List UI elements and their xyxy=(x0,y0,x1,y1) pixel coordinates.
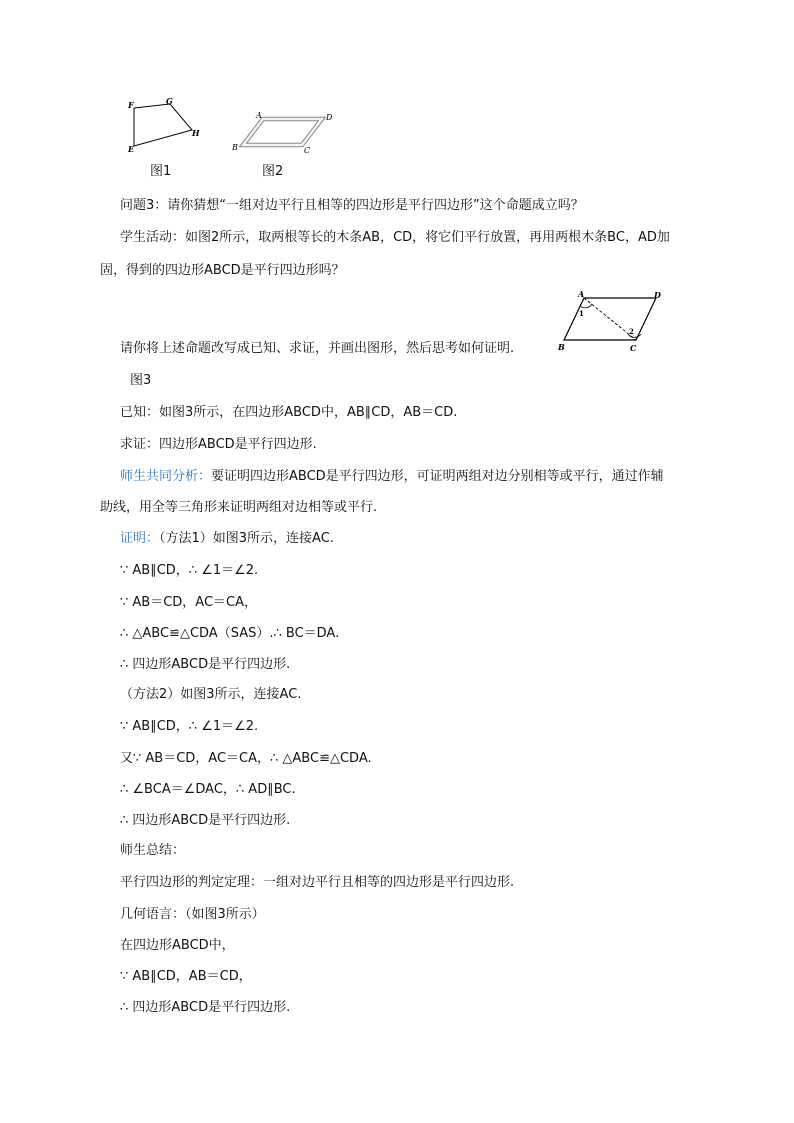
method-1-step-4: ∴ 四边形ABCD是平行四边形. xyxy=(120,657,291,672)
method-2-step-3: ∴ ∠BCA＝∠DAC，∴ AD∥BC. xyxy=(120,782,296,797)
analysis-label: 师生共同分析： xyxy=(120,469,212,484)
geo-step-3: ∴ 四边形ABCD是平行四边形. xyxy=(120,1000,291,1015)
fig2-label-B: B xyxy=(232,143,238,152)
method-1-step-3: ∴ △ABC≌△CDA（SAS）.∴ BC＝DA. xyxy=(120,626,340,641)
method-1-step-2: ∵ AB＝CD，AC＝CA， xyxy=(120,595,258,610)
geo-step-2: ∵ AB∥CD，AB＝CD， xyxy=(120,969,252,984)
fig3-label-B: B xyxy=(558,342,565,352)
method-2-step-1: ∵ AB∥CD，∴ ∠1＝∠2. xyxy=(120,719,259,734)
analysis-line-1 xyxy=(120,468,664,486)
rewrite-instruction: 请你将上述命题改写成已知、求证，并画出图形，然后思考如何证明. xyxy=(120,341,515,356)
fig3-label-C: C xyxy=(630,343,637,353)
figure-2-parallelogram xyxy=(226,104,338,160)
proof-label: 证明： xyxy=(120,531,160,546)
figure-2-caption: 图2 xyxy=(262,164,284,179)
method-2-step-2: 又∵ AB＝CD，AC＝CA，∴ △ABC≌△CDA. xyxy=(120,751,372,766)
fig3-label-angle1: 1 xyxy=(579,309,584,318)
fig2-label-A: A xyxy=(256,111,262,120)
question-3: 问题3：请你猜想“一组对边平行且相等的四边形是平行四边形”这个命题成立吗？ xyxy=(120,198,584,213)
method-1-head-text: （方法1）如图3所示，连接AC. xyxy=(159,531,334,546)
given-statement: 已知：如图3所示，在四边形ABCD中，AB∥CD，AB＝CD. xyxy=(120,405,458,420)
method-2-head: （方法2）如图3所示，连接AC. xyxy=(120,687,302,702)
method-1-step-1: ∵ AB∥CD，∴ ∠1＝∠2. xyxy=(120,563,259,578)
proof-method-1-head xyxy=(120,530,334,548)
figure-1-caption: 图1 xyxy=(150,164,172,179)
fig2-label-C: C xyxy=(304,146,311,155)
fig3-label-D: D xyxy=(654,290,661,300)
fig1-label-E: E xyxy=(128,144,135,154)
student-activity-line-1: 学生活动：如图2所示，取两根等长的木条AB，CD，将它们平行放置，再用两根木条BC，AD加 xyxy=(120,230,670,245)
fig1-label-F: F xyxy=(128,100,134,110)
figure-3-caption: 图3 xyxy=(130,373,152,388)
summary-heading: 师生总结： xyxy=(120,843,186,858)
geometric-language-heading: 几何语言：（如图3所示） xyxy=(120,907,265,922)
student-activity-line-2: 固，得到的四边形ABCD是平行四边形吗？ xyxy=(100,263,345,278)
analysis-line-2: 助线，用全等三角形来证明两组对边相等或平行. xyxy=(100,500,378,515)
fig1-label-H: H xyxy=(192,128,200,138)
method-2-step-4: ∴ 四边形ABCD是平行四边形. xyxy=(120,813,291,828)
geo-step-1: 在四边形ABCD中， xyxy=(120,938,235,953)
fig1-label-G: G xyxy=(166,96,173,106)
fig3-label-A: A xyxy=(578,289,585,299)
prove-statement: 求证：四边形ABCD是平行四边形. xyxy=(120,437,317,452)
figure-3-parallelogram xyxy=(552,286,672,356)
fig2-label-D: D xyxy=(326,113,333,122)
figure-1-quadrilateral xyxy=(122,94,202,156)
fig3-label-angle2: 2 xyxy=(629,327,634,336)
theorem-statement: 平行四边形的判定定理：一组对边平行且相等的四边形是平行四边形. xyxy=(120,875,515,890)
analysis-text-1: 要证明四边形ABCD是平行四边形，可证明两组对边分别相等或平行，通过作辅 xyxy=(211,469,664,484)
